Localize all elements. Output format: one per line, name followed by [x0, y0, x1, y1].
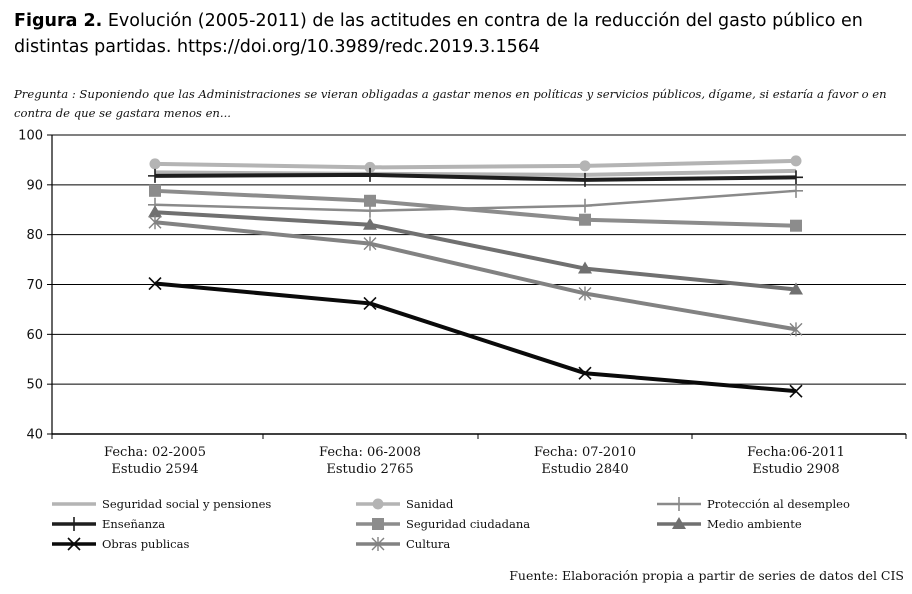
- legend-label: Enseñanza: [102, 517, 166, 531]
- x-tick-label-study: Estudio 2765: [326, 462, 414, 477]
- legend-label: Medio ambiente: [707, 517, 802, 531]
- legend-item: [356, 537, 450, 551]
- y-tick-label: 70: [26, 278, 43, 293]
- chart-axes: [18, 129, 906, 478]
- data-point: [672, 497, 686, 511]
- legend-label: Cultura: [406, 537, 451, 551]
- legend-item: [657, 497, 850, 511]
- x-tick-label-study: Estudio 2594: [111, 462, 199, 477]
- data-point: [149, 185, 161, 197]
- figure-label: Figura 2.: [14, 11, 103, 31]
- legend-item: [52, 517, 165, 531]
- source-note: Fuente: Elaboración propia a partir de series de datos del CIS: [509, 568, 904, 583]
- data-point: [579, 214, 591, 226]
- legend-item: [52, 537, 189, 551]
- y-tick-label: 100: [18, 128, 43, 144]
- x-tick-label-study: Estudio 2908: [752, 462, 840, 477]
- series-cultura: [149, 215, 802, 336]
- legend-label: Seguridad social y pensiones: [102, 497, 272, 511]
- legend-label: Sanidad: [406, 497, 454, 511]
- series-protecci-n-al-desempleo: [148, 184, 803, 218]
- y-tick-label: 60: [26, 327, 43, 343]
- data-point: [789, 184, 803, 198]
- x-tick-label: Fecha: 02-2005: [104, 445, 206, 460]
- chart-series: [148, 155, 803, 397]
- data-point: [67, 517, 81, 531]
- data-point: [363, 168, 377, 182]
- legend-item: [356, 517, 530, 531]
- x-tick-label: Fecha:06-2011: [747, 445, 845, 460]
- x-tick-label-study: Estudio 2840: [541, 462, 629, 477]
- series-line: [155, 175, 796, 180]
- legend-label: Seguridad ciudadana: [406, 517, 531, 531]
- y-tick-label: 80: [26, 228, 43, 244]
- legend-label: Obras publicas: [102, 537, 190, 551]
- x-tick-label: Fecha: 07-2010: [534, 445, 636, 460]
- legend-item: [657, 517, 802, 531]
- data-point: [373, 499, 384, 510]
- legend-label: Protección al desempleo: [707, 497, 850, 511]
- data-point: [790, 220, 802, 232]
- data-point: [364, 195, 376, 207]
- series-line: [155, 161, 796, 167]
- series-line: [155, 284, 796, 392]
- series-line: [155, 222, 796, 329]
- chart-legend: [52, 497, 850, 551]
- series-sanidad: [150, 155, 802, 172]
- data-point: [372, 518, 384, 530]
- data-point: [578, 199, 592, 213]
- data-point: [150, 158, 161, 169]
- figure-caption-text: Evolución (2005-2011) de las actitudes en contra de la reducción del gasto público en distintas partidas. https://doi.org/10.3989/redc.2019.3.1564: [14, 11, 863, 57]
- y-tick-label: 50: [26, 377, 43, 393]
- y-tick-label: 90: [26, 178, 43, 194]
- y-tick-label: 40: [26, 427, 43, 443]
- x-tick-label: Fecha: 06-2008: [319, 445, 421, 460]
- series-obras-publicas: [149, 278, 802, 398]
- legend-item: [52, 497, 271, 511]
- data-point: [791, 155, 802, 166]
- data-point: [580, 160, 591, 171]
- survey-question: Pregunta : Suponiendo que las Administraciones se vieran obligadas a gastar menos en políticas y servicios públicos, dígame, si estaría a favor o en contra de que se gastara menos en...: [14, 87, 887, 120]
- legend-item: [356, 497, 454, 511]
- series-medio-ambiente: [148, 205, 803, 294]
